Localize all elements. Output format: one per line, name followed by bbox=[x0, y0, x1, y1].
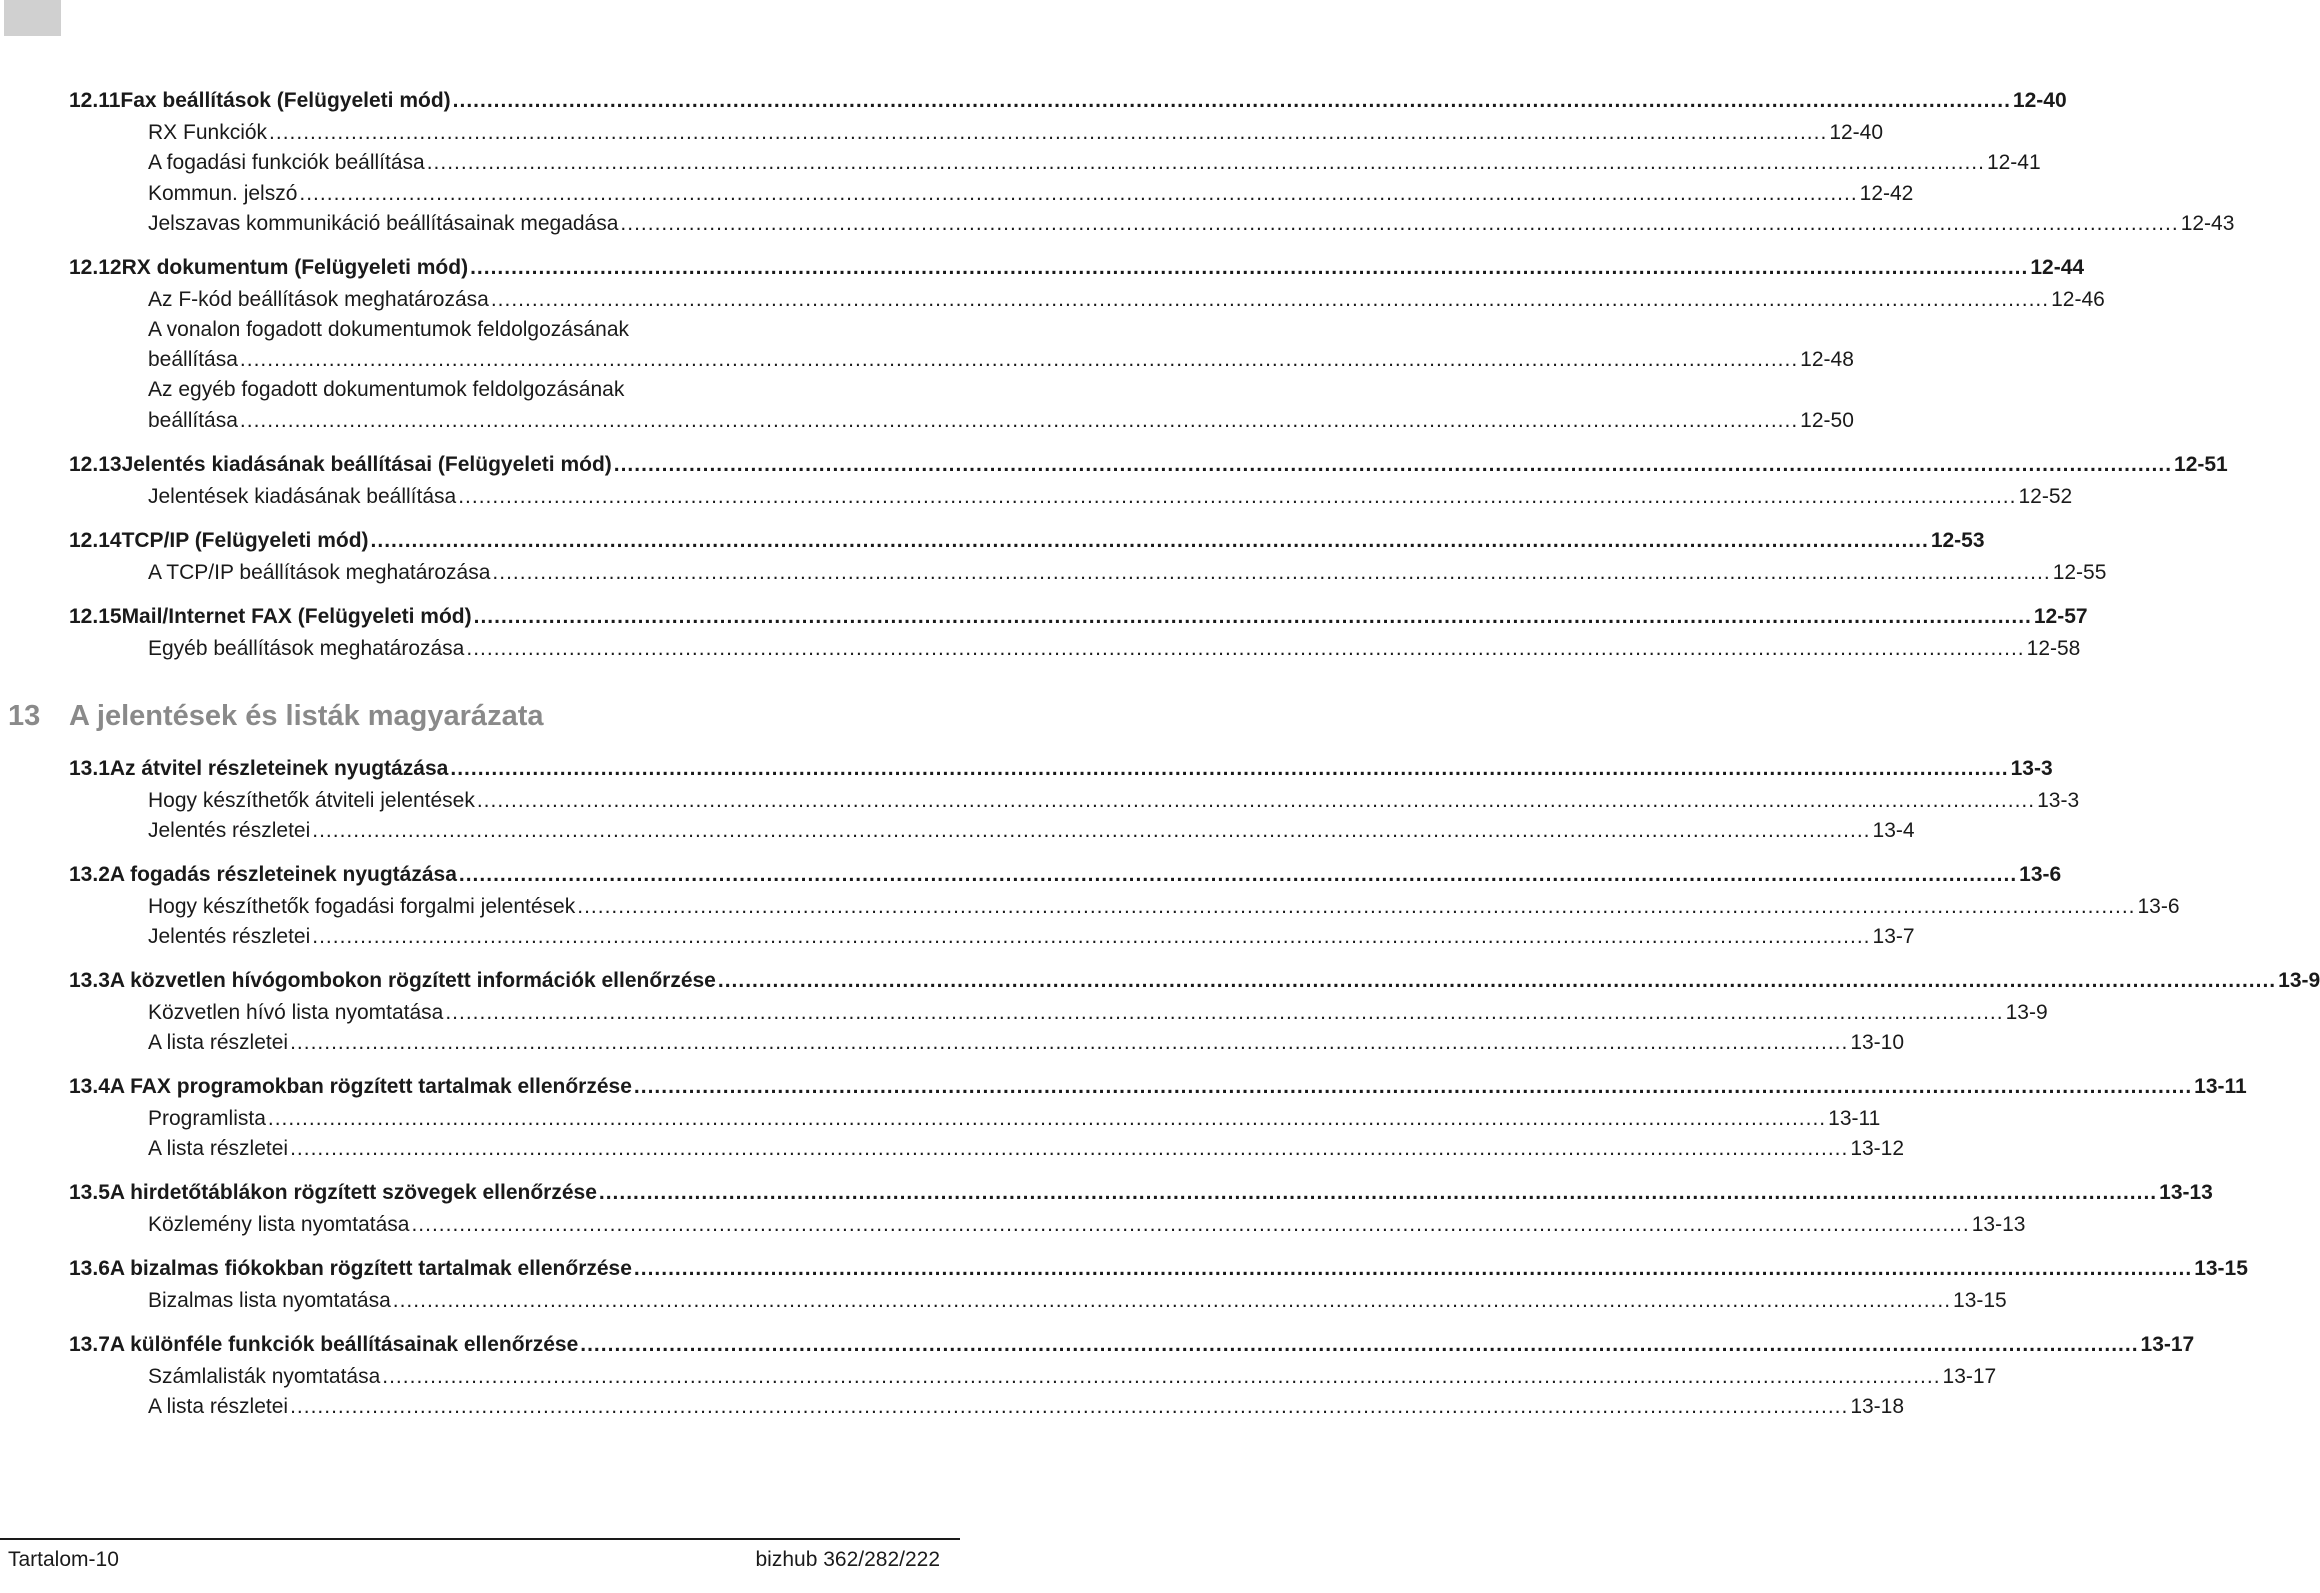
page-number: 12-40 bbox=[2012, 89, 2067, 112]
toc-item[interactable] bbox=[148, 1210, 2026, 1240]
section-title: Fax beállítások (Felügyeleti mód) bbox=[120, 89, 451, 112]
page-number: 13-10 bbox=[1850, 1031, 1905, 1054]
dot-leader bbox=[614, 450, 2172, 480]
section-number: 13.6 bbox=[69, 1257, 110, 1280]
page-number: 13-13 bbox=[2159, 1181, 2213, 1204]
toc-section[interactable] bbox=[69, 253, 2085, 283]
toc-item[interactable] bbox=[148, 285, 2105, 315]
dot-leader bbox=[393, 1286, 1951, 1316]
dot-leader bbox=[299, 179, 1857, 209]
dot-leader bbox=[445, 998, 2003, 1028]
section-number: 12.11 bbox=[69, 89, 121, 112]
item-title: Hogy készíthetők átviteli jelentések bbox=[148, 789, 475, 812]
toc-section[interactable] bbox=[69, 602, 2088, 632]
page-number: 12-44 bbox=[2030, 256, 2085, 279]
dot-leader bbox=[620, 209, 2178, 239]
item-title: A lista részletei bbox=[148, 1031, 289, 1054]
page-number: 12-51 bbox=[2174, 453, 2228, 476]
section-number: 13.5 bbox=[69, 1181, 110, 1204]
toc-item[interactable] bbox=[148, 786, 2080, 816]
dot-leader bbox=[290, 1028, 1848, 1058]
item-title: Jelszavas kommunikáció beállításainak megadása bbox=[148, 212, 619, 235]
page-number: 13-11 bbox=[2194, 1075, 2247, 1098]
item-title: Közvetlen hívó lista nyomtatása bbox=[148, 1001, 444, 1024]
footer-divider bbox=[0, 1538, 960, 1540]
dot-leader bbox=[474, 602, 2032, 632]
section-title: Az átvitel részleteinek nyugtázása bbox=[109, 757, 449, 780]
toc-item[interactable] bbox=[148, 345, 1854, 375]
item-title: RX Funkciók bbox=[148, 121, 268, 144]
toc-item[interactable] bbox=[148, 148, 2041, 178]
section-number: 13.7 bbox=[69, 1333, 110, 1356]
page-number: 13-18 bbox=[1850, 1395, 1905, 1418]
item-title: Hogy készíthetők fogadási forgalmi jelentések bbox=[148, 895, 576, 918]
toc-item[interactable] bbox=[148, 482, 2073, 512]
toc-section[interactable] bbox=[69, 860, 2062, 890]
dot-leader bbox=[470, 253, 2028, 283]
section-title: A hirdetőtáblákon rögzített szövegek ellenőrzése bbox=[109, 1181, 597, 1204]
dot-leader bbox=[312, 922, 1870, 952]
page-number: 13-13 bbox=[1971, 1213, 2026, 1236]
dot-leader bbox=[453, 86, 2011, 116]
page-number: 12-52 bbox=[2018, 485, 2073, 508]
item-title: A lista részletei bbox=[148, 1137, 289, 1160]
toc-section[interactable] bbox=[69, 1178, 2213, 1208]
dot-leader bbox=[382, 1362, 1940, 1392]
section-number: 13.2 bbox=[69, 863, 110, 886]
section-title: Mail/Internet FAX (Felügyeleti mód) bbox=[121, 605, 472, 628]
item-title: Közlemény lista nyomtatása bbox=[148, 1213, 410, 1236]
toc-section[interactable] bbox=[69, 1254, 2248, 1284]
toc-section[interactable] bbox=[69, 86, 2067, 116]
toc-section[interactable] bbox=[69, 526, 1985, 556]
page-number: 13-12 bbox=[1850, 1137, 1905, 1160]
toc-item[interactable] bbox=[148, 634, 2081, 664]
toc-item[interactable] bbox=[148, 1134, 1905, 1164]
dot-leader bbox=[411, 1210, 1969, 1240]
page-number: 12-55 bbox=[2052, 561, 2107, 584]
page-number: 13-7 bbox=[1872, 925, 1915, 948]
item-title-line: Az egyéb fogadott dokumentumok feldolgozásának bbox=[148, 378, 625, 401]
dot-leader bbox=[477, 786, 2035, 816]
toc-item[interactable] bbox=[148, 1286, 2007, 1316]
page-number: 12-57 bbox=[2033, 605, 2088, 628]
dot-leader bbox=[577, 892, 2135, 922]
dot-leader bbox=[580, 1330, 2138, 1360]
chapter-heading[interactable] bbox=[8, 700, 543, 733]
section-title: A különféle funkciók beállításainak ellenőrzése bbox=[109, 1333, 579, 1356]
section-title: RX dokumentum (Felügyeleti mód) bbox=[121, 256, 469, 279]
section-title: A fogadás részleteinek nyugtázása bbox=[109, 863, 457, 886]
page-number: 13-3 bbox=[2037, 789, 2080, 812]
section-number: 13.1 bbox=[69, 757, 110, 780]
toc-item[interactable] bbox=[148, 118, 1884, 148]
footer-product-name: bizhub 362/282/222 bbox=[755, 1548, 940, 1571]
item-title: Bizalmas lista nyomtatása bbox=[148, 1289, 391, 1312]
item-title: Egyéb beállítások meghatározása bbox=[148, 637, 465, 660]
item-title: Jelentések kiadásának beállítása bbox=[148, 485, 457, 508]
section-title: A közvetlen hívógombokon rögzített információk ellenőrzése bbox=[109, 969, 716, 992]
toc-item[interactable] bbox=[148, 1104, 1881, 1134]
page-number: 12-40 bbox=[1829, 121, 1884, 144]
dot-leader bbox=[450, 754, 2008, 784]
dot-leader bbox=[466, 634, 2024, 664]
page-number: 13-11 bbox=[1828, 1107, 1881, 1130]
chapter-number: 13 bbox=[8, 700, 41, 732]
toc-item[interactable] bbox=[148, 406, 1854, 436]
page-number: 13-17 bbox=[2140, 1333, 2195, 1356]
page-number: 13-4 bbox=[1872, 819, 1915, 842]
dot-leader bbox=[634, 1254, 2192, 1284]
dot-leader bbox=[269, 118, 1827, 148]
toc-item[interactable] bbox=[148, 998, 2048, 1028]
item-title: beállítása bbox=[148, 409, 238, 432]
page-number: 13-6 bbox=[2019, 863, 2062, 886]
section-number: 12.14 bbox=[69, 529, 122, 552]
toc-item[interactable] bbox=[148, 892, 2180, 922]
page-number: 13-3 bbox=[2010, 757, 2053, 780]
toc-section[interactable] bbox=[69, 754, 2053, 784]
dot-leader bbox=[240, 345, 1798, 375]
dot-leader bbox=[459, 860, 2017, 890]
item-title-line: A vonalon fogadott dokumentumok feldolgozásának bbox=[148, 318, 630, 341]
dot-leader bbox=[290, 1392, 1848, 1422]
item-title: A lista részletei bbox=[148, 1395, 289, 1418]
section-title: A bizalmas fiókokban rögzített tartalmak ellenőrzése bbox=[109, 1257, 632, 1280]
toc-item[interactable] bbox=[148, 558, 2107, 588]
item-title: A TCP/IP beállítások meghatározása bbox=[148, 561, 491, 584]
dot-leader bbox=[718, 966, 2276, 996]
dot-leader bbox=[634, 1072, 2192, 1102]
item-title: Jelentés részletei bbox=[148, 819, 311, 842]
page-number: 13-17 bbox=[1942, 1365, 1997, 1388]
toc-item[interactable] bbox=[148, 816, 1915, 846]
toc-item[interactable] bbox=[148, 179, 1914, 209]
dot-leader bbox=[371, 526, 1929, 556]
page-number: 13-6 bbox=[2137, 895, 2180, 918]
toc-section[interactable] bbox=[69, 1330, 2195, 1360]
toc-item[interactable] bbox=[148, 209, 2235, 239]
page-number: 12-50 bbox=[1800, 409, 1854, 432]
toc-item[interactable] bbox=[148, 1392, 1905, 1422]
dot-leader bbox=[268, 1104, 1826, 1134]
page-number: 13-15 bbox=[2194, 1257, 2248, 1280]
section-number: 13.3 bbox=[69, 969, 110, 992]
item-title: Számlalisták nyomtatása bbox=[148, 1365, 381, 1388]
dot-leader bbox=[427, 148, 1985, 178]
page-number: 12-48 bbox=[1800, 348, 1854, 371]
section-title: Jelentés kiadásának beállításai (Felügyeleti mód) bbox=[121, 453, 612, 476]
dot-leader bbox=[240, 406, 1798, 436]
item-title: Programlista bbox=[148, 1107, 266, 1130]
dot-leader bbox=[491, 285, 2049, 315]
page-number: 12-42 bbox=[1859, 182, 1914, 205]
page-number: 13-15 bbox=[1953, 1289, 2007, 1312]
section-title: A FAX programokban rögzített tartalmak ellenőrzése bbox=[109, 1075, 632, 1098]
dot-leader bbox=[312, 816, 1870, 846]
page-number: 12-53 bbox=[1930, 529, 1985, 552]
toc-section[interactable] bbox=[69, 966, 2320, 996]
section-number: 12.12 bbox=[69, 256, 122, 279]
section-number: 13.4 bbox=[69, 1075, 110, 1098]
item-title: beállítása bbox=[148, 348, 238, 371]
page-number: 12-46 bbox=[2051, 288, 2105, 311]
item-title: Kommun. jelszó bbox=[148, 182, 298, 205]
page-number: 12-58 bbox=[2026, 637, 2081, 660]
section-number: 12.15 bbox=[69, 605, 122, 628]
footer-page-label: Tartalom-10 bbox=[8, 1548, 119, 1571]
item-title: Az F-kód beállítások meghatározása bbox=[148, 288, 489, 311]
toc-section[interactable] bbox=[69, 450, 2228, 480]
toc-item[interactable] bbox=[148, 922, 1915, 952]
corner-tab-marker bbox=[4, 0, 61, 36]
dot-leader bbox=[599, 1178, 2157, 1208]
item-title: A fogadási funkciók beállítása bbox=[148, 151, 425, 174]
page-number: 12-41 bbox=[1986, 151, 2041, 174]
toc-item[interactable] bbox=[148, 1028, 1905, 1058]
page-number: 12-43 bbox=[2180, 212, 2235, 235]
toc-item[interactable] bbox=[148, 1362, 1997, 1392]
item-title: Jelentés részletei bbox=[148, 925, 311, 948]
dot-leader bbox=[492, 558, 2050, 588]
dot-leader bbox=[458, 482, 2016, 512]
dot-leader bbox=[290, 1134, 1848, 1164]
chapter-title: A jelentések és listák magyarázata bbox=[69, 700, 544, 732]
toc-section[interactable] bbox=[69, 1072, 2247, 1102]
section-title: TCP/IP (Felügyeleti mód) bbox=[121, 529, 369, 552]
page-number: 13-9 bbox=[2005, 1001, 2048, 1024]
section-number: 12.13 bbox=[69, 453, 122, 476]
page-number: 13-9 bbox=[2278, 969, 2320, 992]
